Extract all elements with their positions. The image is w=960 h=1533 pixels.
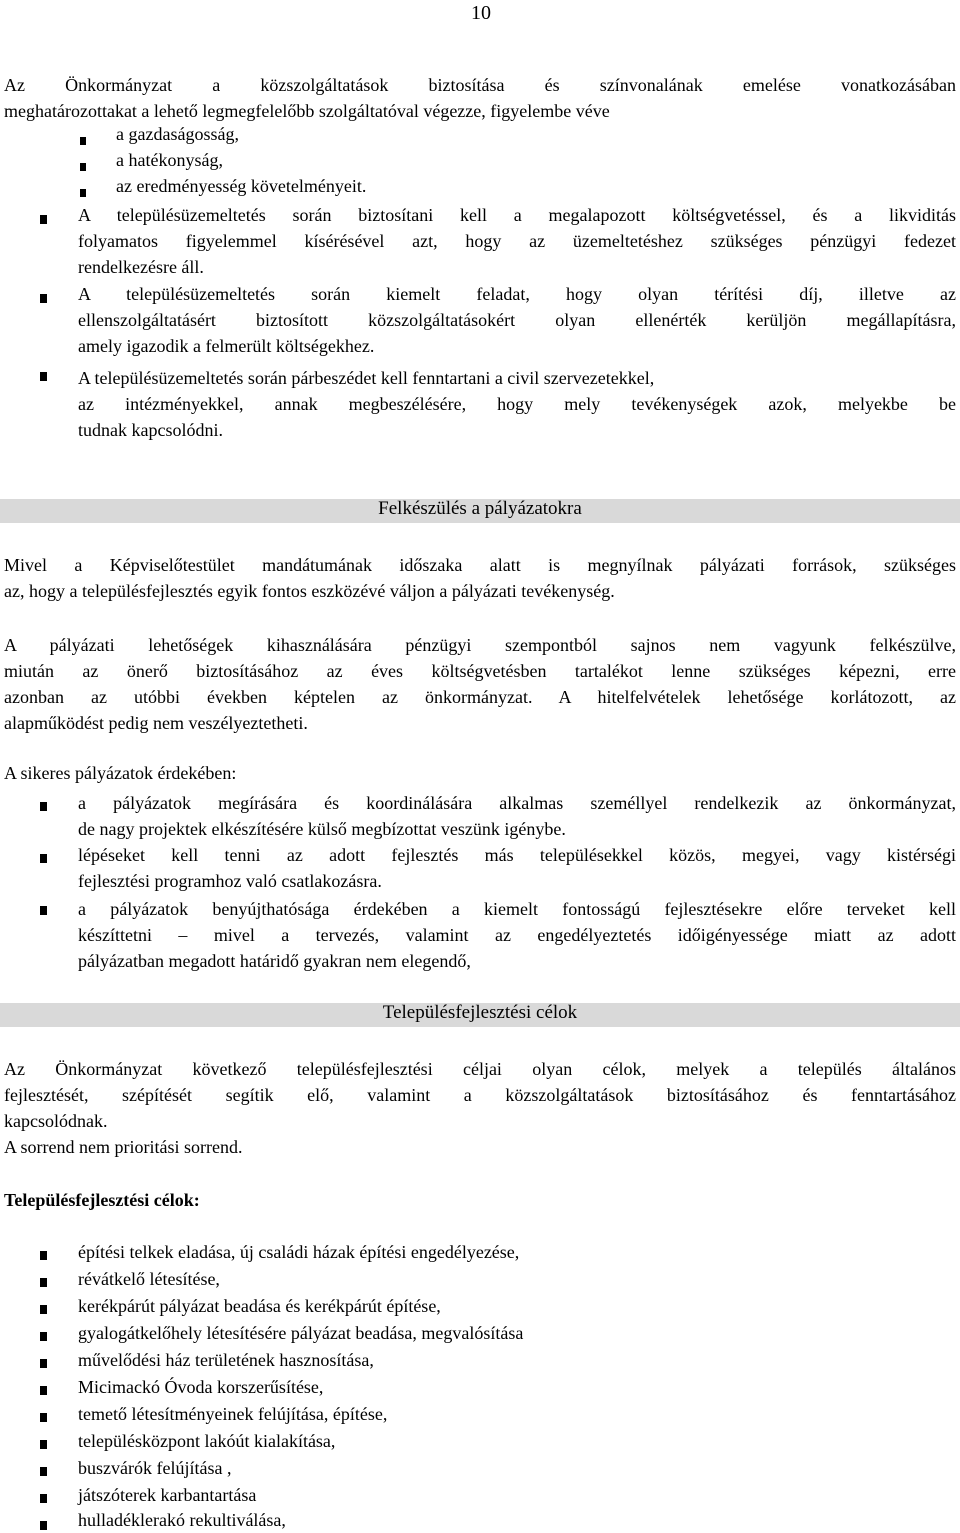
section1-paragraph <box>4 632 956 736</box>
bullet-icon <box>40 1494 47 1503</box>
goal-item: hulladéklerakó rekultiválása, <box>78 1510 286 1530</box>
goal-item: településközpont lakóút kialakítása, <box>78 1431 336 1451</box>
bullet-icon <box>40 1251 47 1260</box>
item-line: lépéseket kell tenni az adott fejlesztés más településekkel közös, megyei, vagy kistérségi <box>78 845 956 865</box>
section1-lead: A sikeres pályázatok érdekében: <box>4 763 237 783</box>
bullet-icon <box>40 1305 47 1314</box>
goal-item: révátkelő létesítése, <box>78 1269 220 1289</box>
intro-paragraph <box>4 72 956 124</box>
paragraph-line: Mivel a Képviselőtestület mandátumának időszaka alatt is megnyílnak pályázati források, szükséges <box>4 555 956 575</box>
bullet-icon <box>40 1521 47 1530</box>
paragraph-line: alapműködést pedig nem veszélyeztetheti. <box>4 713 308 733</box>
principle-line: ellenszolgáltatásért biztosított közszolgáltatásokért olyan ellenérték kerüljön megállapításra, <box>78 310 956 330</box>
goal-item: buszvárók felújítása , <box>78 1458 232 1478</box>
criteria-item: az eredményesség követelményeit. <box>116 176 367 196</box>
bullet-icon <box>40 1386 47 1395</box>
principle-item <box>78 365 956 443</box>
principle-line: rendelkezésre áll. <box>78 257 204 277</box>
goal-item: játszóterek karbantartása <box>78 1485 257 1505</box>
paragraph-line: A sorrend nem prioritási sorrend. <box>4 1137 243 1157</box>
principle-line: amely igazodik a felmerült költségekhez. <box>78 336 375 356</box>
paragraph-line: azonban az utóbbi években képtelen az önkormányzat. A hitelfelvételek lehetősége korlátozott, az <box>4 687 956 707</box>
bullet-icon <box>40 372 47 381</box>
bullet-icon <box>40 1440 47 1449</box>
paragraph-line: kapcsolódnak. <box>4 1111 108 1131</box>
item-line: pályázatban megadott határidő gyakran nem elegendő, <box>78 951 471 971</box>
principle-line: A településüzemeltetés során kiemelt feladat, hogy olyan térítési díj, illetve az <box>78 284 956 304</box>
paragraph-line: miután az önerő biztosításához az éves költségvetésben tartalékot lenne szükséges képezni, erre <box>4 661 956 681</box>
goal-item: építési telkek eladása, új családi házak építési engedélyezése, <box>78 1242 520 1262</box>
paragraph-line: Az Önkormányzat következő településfejlesztési céljai olyan célok, melyek a település általános <box>4 1059 956 1079</box>
principle-line: az intézményekkel, annak megbeszélésére, hogy mely tevékenységek azok, melyekbe be <box>78 394 956 414</box>
bullet-icon <box>40 854 47 863</box>
bullet-icon <box>40 802 47 811</box>
principle-line: A településüzemeltetés során biztosítani kell a megalapozott költségvetéssel, és a likviditás <box>78 205 956 225</box>
section-title: Településfejlesztési célok <box>382 1002 578 1023</box>
bullet-icon <box>40 1467 47 1476</box>
paragraph-line: az, hogy a településfejlesztés egyik fontos eszközévé váljon a pályázati tevékenység. <box>4 581 615 601</box>
section2-paragraph <box>4 1056 956 1160</box>
bullet-icon <box>40 1413 47 1422</box>
goal-item: Micimackó Óvoda korszerűsítése, <box>78 1377 324 1397</box>
paragraph-line: A pályázati lehetőségek kihasználására pénzügyi szempontból sajnos nem vagyunk felkészülve, <box>4 635 956 655</box>
page-number: 10 <box>471 2 491 24</box>
intro-line: meghatározottakat a lehető legmegfelelőbb szolgáltatóval végezze, figyelembe véve <box>4 101 610 121</box>
bullet-icon <box>40 1332 47 1341</box>
criteria-item: a hatékonyság, <box>116 150 223 170</box>
pályázat-item <box>78 842 956 894</box>
item-line: készíttetni – mivel a tervezés, valamint az engedélyeztetés időigényessége miatt az adott <box>78 925 956 945</box>
section1-paragraph <box>4 552 956 604</box>
bullet-icon <box>40 1359 47 1368</box>
bullet-icon <box>80 189 86 197</box>
bullet-icon <box>80 163 86 171</box>
criteria-item: a gazdaságosság, <box>116 124 239 144</box>
bullet-icon <box>40 1278 47 1287</box>
item-line: a pályázatok megírására és koordinálására alkalmas személlyel rendelkezik az önkormányzat, <box>78 793 956 813</box>
principle-item <box>78 202 956 280</box>
intro-line: Az Önkormányzat a közszolgáltatások biztosítása és színvonalának emelése vonatkozásában <box>4 75 956 95</box>
goal-item: kerékpárút pályázat beadása és kerékpárút építése, <box>78 1296 441 1316</box>
bullet-icon <box>40 906 47 915</box>
principle-line: tudnak kapcsolódni. <box>78 420 223 440</box>
item-line: a pályázatok benyújthatósága érdekében a kiemelt fontosságú fejlesztésekre előre terveket kell <box>78 899 956 919</box>
bullet-icon <box>40 215 47 224</box>
paragraph-line: fejlesztését, szépítését segítik elő, valamint a közszolgáltatások biztosításához és fenntartásához <box>4 1085 956 1105</box>
bullet-icon <box>40 294 47 303</box>
goal-item: művelődési ház területének hasznosítása, <box>78 1350 374 1370</box>
bullet-icon <box>80 137 86 145</box>
goals-subheading: Településfejlesztési célok: <box>4 1190 200 1210</box>
goal-item: temető létesítményeinek felújítása, építése, <box>78 1404 388 1424</box>
item-line: de nagy projektek elkészítésére külső megbízottat veszünk igénybe. <box>78 819 566 839</box>
principle-line: A településüzemeltetés során párbeszédet kell fenntartani a civil szervezetekkel, <box>78 368 655 388</box>
principle-line: folyamatos figyelemmel kísérésével azt, hogy az üzemeltetéshez szükséges pénzügyi fedezet <box>78 231 956 251</box>
item-line: fejlesztési programhoz való csatlakozásra. <box>78 871 382 891</box>
goal-item: gyalogátkelőhely létesítésére pályázat beadása, megvalósítása <box>78 1323 524 1343</box>
pályázat-item <box>78 790 956 842</box>
principle-item <box>78 281 956 359</box>
pályázat-item <box>78 896 956 974</box>
section-title: Felkészülés a pályázatokra <box>378 498 582 519</box>
